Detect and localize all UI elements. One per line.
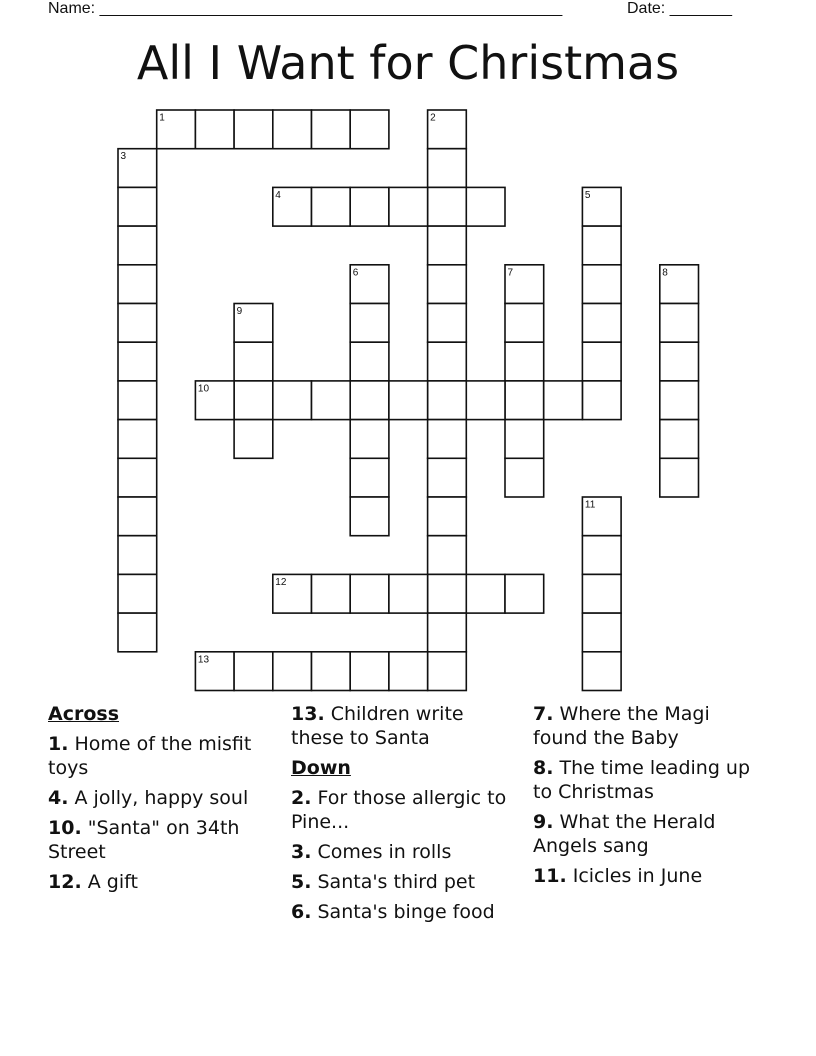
grid-cell[interactable] (582, 381, 621, 420)
clue-number: 6. (291, 901, 312, 923)
clue-down-8 (533, 756, 768, 804)
grid-cell[interactable] (389, 652, 428, 691)
grid-cell[interactable] (544, 381, 583, 420)
grid-cell[interactable] (660, 304, 699, 343)
grid-cell[interactable] (350, 458, 389, 497)
grid-cell[interactable] (428, 497, 467, 536)
grid-cell[interactable] (234, 420, 273, 459)
grid-cell[interactable] (428, 458, 467, 497)
grid-cell[interactable] (466, 187, 505, 226)
clue-number-label: 3 (120, 151, 127, 163)
clue-number-label: 1 (159, 112, 165, 124)
grid-cell[interactable] (582, 613, 621, 652)
grid-cell[interactable] (582, 536, 621, 575)
clue-number-label: 2 (430, 112, 436, 124)
clue-column-1 (48, 702, 276, 900)
clues-section (0, 702, 816, 1002)
grid-cell[interactable] (312, 381, 351, 420)
clue-across-10 (48, 816, 276, 864)
grid-cell[interactable] (505, 574, 544, 613)
grid-cell[interactable] (428, 265, 467, 304)
grid-cell[interactable] (505, 420, 544, 459)
grid-cell[interactable] (660, 381, 699, 420)
clue-number: 7. (533, 703, 554, 725)
clue-down-2 (291, 786, 519, 834)
clue-text: Where the Magi found the Baby (533, 703, 710, 749)
name-line: Name: ____________________________________________________ (48, 0, 563, 17)
grid-cell[interactable] (312, 187, 351, 226)
clue-number: 10. (48, 817, 82, 839)
clue-text: Comes in rolls (317, 841, 452, 863)
grid-cell[interactable] (466, 381, 505, 420)
grid-cell[interactable] (234, 110, 273, 149)
grid-cell[interactable] (312, 574, 351, 613)
clue-text: Santa's third pet (317, 871, 476, 893)
grid-cell[interactable] (582, 652, 621, 691)
grid-cell[interactable] (234, 342, 273, 381)
grid-cell[interactable] (505, 381, 544, 420)
clue-number: 2. (291, 787, 312, 809)
grid-cell[interactable] (350, 497, 389, 536)
grid-cell[interactable] (273, 110, 312, 149)
grid-cell[interactable] (312, 110, 351, 149)
clue-number-label: 13 (197, 654, 210, 666)
grid-cell[interactable] (350, 342, 389, 381)
clue-text: The time leading up to Christmas (533, 757, 751, 803)
grid-cell[interactable] (389, 574, 428, 613)
clue-number-label: 11 (584, 499, 596, 511)
grid-cell[interactable] (428, 420, 467, 459)
clue-column-2 (291, 702, 519, 930)
clue-down-6 (291, 900, 519, 924)
grid-cell[interactable] (118, 458, 157, 497)
grid-cell[interactable] (118, 497, 157, 536)
grid-cell[interactable] (118, 226, 157, 265)
grid-cell[interactable] (350, 187, 389, 226)
grid-cell[interactable] (660, 420, 699, 459)
clue-down-7 (533, 702, 768, 750)
grid-cell[interactable] (118, 420, 157, 459)
clue-number-label: 12 (275, 576, 287, 588)
clue-down-5 (291, 870, 519, 894)
grid-cell[interactable] (350, 652, 389, 691)
grid-cell[interactable] (582, 342, 621, 381)
grid-cell[interactable] (118, 381, 157, 420)
clue-number-label: 8 (662, 267, 668, 279)
puzzle-title: All I Want for Christmas (136, 36, 680, 90)
grid-cell[interactable] (350, 304, 389, 343)
clue-number: 5. (291, 871, 312, 893)
clue-text: Home of the misfit toys (48, 733, 252, 779)
grid-cell[interactable] (118, 574, 157, 613)
clue-text: What the Herald Angels sang (533, 811, 716, 857)
grid-cell[interactable] (118, 613, 157, 652)
clue-across-1 (48, 732, 276, 780)
clue-number-label: 6 (352, 267, 359, 279)
across-heading: Across (48, 703, 120, 725)
clue-text: A gift (87, 871, 138, 893)
clue-number-label: 9 (236, 306, 243, 317)
clue-across-4 (48, 786, 276, 810)
grid-cell[interactable] (273, 652, 312, 691)
grid-cell[interactable] (312, 652, 351, 691)
clue-number: 12. (48, 871, 82, 893)
clue-number-label: 10 (197, 383, 210, 395)
clue-number: 3. (291, 841, 312, 863)
grid-cell[interactable] (428, 381, 467, 420)
clue-number-label: 5 (584, 189, 591, 201)
grid-cell[interactable] (428, 226, 467, 265)
grid-cell[interactable] (234, 381, 273, 420)
grid-cell[interactable] (118, 187, 157, 226)
grid-cell[interactable] (582, 574, 621, 613)
clue-number: 11. (533, 865, 567, 887)
clue-down-3 (291, 840, 519, 864)
clue-text: Children write these to Santa (291, 703, 464, 749)
grid-cell[interactable] (428, 342, 467, 381)
grid-cell[interactable] (428, 574, 467, 613)
clue-number-label: 7 (507, 267, 514, 279)
clue-column-3 (533, 702, 768, 894)
grid-cell[interactable] (350, 381, 389, 420)
grid-cell[interactable] (389, 187, 428, 226)
date-line: Date: _______ (627, 0, 732, 17)
grid-cell[interactable] (505, 458, 544, 497)
clue-number: 4. (48, 787, 69, 809)
grid-cell[interactable] (466, 574, 505, 613)
clue-down-11 (533, 864, 768, 888)
grid-cell[interactable] (273, 381, 312, 420)
grid-cell[interactable] (505, 304, 544, 343)
clue-number-label: 4 (275, 189, 281, 201)
grid-cell[interactable] (428, 187, 467, 226)
clue-across-12 (48, 870, 276, 894)
clue-number: 9. (533, 811, 554, 833)
down-heading: Down (291, 757, 351, 779)
grid-cell[interactable] (350, 110, 389, 149)
grid-cell[interactable] (428, 652, 467, 691)
grid-cell[interactable] (660, 342, 699, 381)
clue-text: "Santa" on 34th Street (48, 817, 240, 863)
grid-cell[interactable] (428, 304, 467, 343)
clue-text: A jolly, happy soul (74, 787, 249, 809)
grid-cell[interactable] (428, 149, 467, 188)
grid-cell[interactable] (660, 458, 699, 497)
grid-cell[interactable] (582, 226, 621, 265)
grid-cell[interactable] (428, 536, 467, 575)
clue-text: Icicles in June (572, 865, 703, 887)
clue-number: 13. (291, 703, 325, 725)
grid-cell[interactable] (505, 342, 544, 381)
grid-cell[interactable] (118, 342, 157, 381)
clue-number: 8. (533, 757, 554, 779)
grid-cell[interactable] (118, 265, 157, 304)
grid-cell[interactable] (582, 304, 621, 343)
grid-cell[interactable] (350, 574, 389, 613)
grid-cell[interactable] (428, 613, 467, 652)
clue-number: 1. (48, 733, 69, 755)
grid-cell[interactable] (350, 420, 389, 459)
grid-cell[interactable] (118, 536, 157, 575)
clue-text: Santa's binge food (317, 901, 495, 923)
clue-across-13 (291, 702, 519, 750)
clue-down-9 (533, 810, 768, 858)
clue-text: For those allergic to Pine... (291, 787, 507, 833)
grid-cell[interactable] (195, 110, 234, 149)
grid-cell[interactable] (118, 304, 157, 343)
grid-cell[interactable] (234, 652, 273, 691)
grid-cell[interactable] (582, 265, 621, 304)
grid-cell[interactable] (389, 381, 428, 420)
